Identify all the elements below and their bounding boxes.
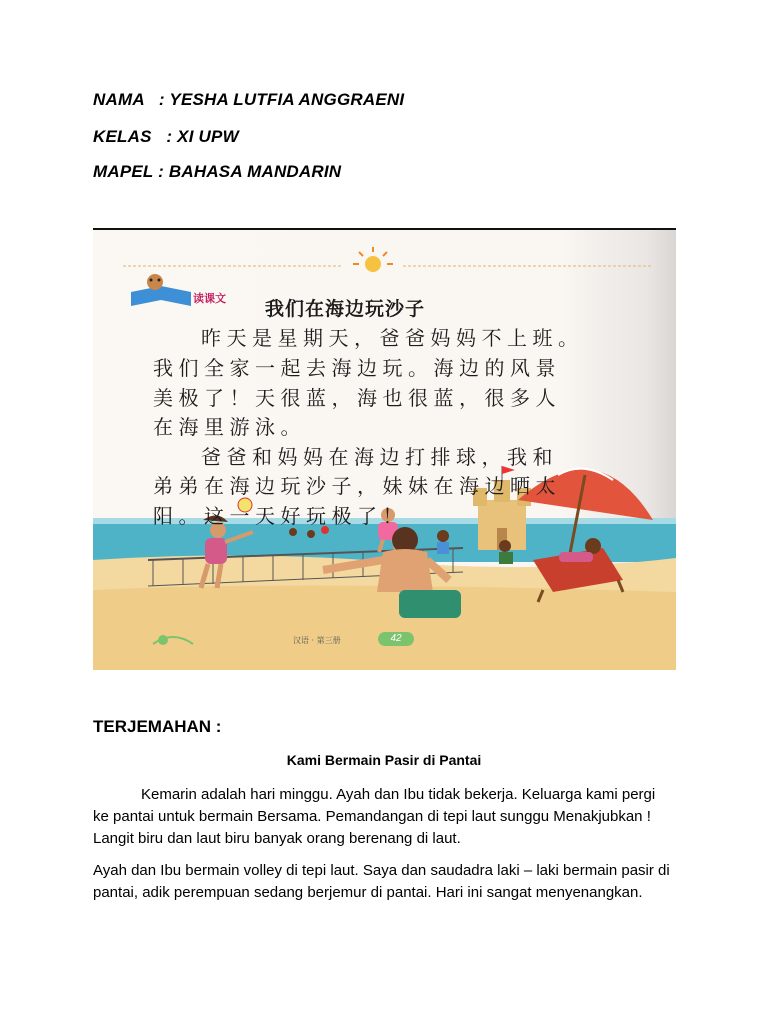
text-line: 昨天是星期天，爸爸妈妈不上班。 xyxy=(201,326,584,350)
translation-title: Kami Bermain Pasir di Pantai xyxy=(286,752,482,768)
textbook-title: 我们在海边玩沙子 xyxy=(265,298,426,320)
text-line: 弟弟在海边玩沙子，妹妹在海边晒太 xyxy=(153,474,561,498)
text-line: 在海里游泳。 xyxy=(153,415,306,439)
translation-paragraph-2: Ayah dan Ibu bermain volley di tepi laut. Saya dan saudadra laki – laki bermain pasir di pantai, adik perempuan sedang berjemur di pantai. Hari ini sangat menyenangkan. xyxy=(93,862,670,901)
text-line: 爸爸和妈妈在海边打排球，我和 xyxy=(201,445,558,469)
sand-shadow xyxy=(93,585,676,670)
lesson-badge: 读课文 xyxy=(193,292,226,305)
text-line: 美极了！天很蓝，海也很蓝，很多人 xyxy=(153,386,561,410)
page-number-badge: 42 xyxy=(378,632,414,646)
student-name: NAMA : YESHA LUTFIA ANGGRAENI xyxy=(93,90,405,109)
reading-book-icon xyxy=(131,274,191,306)
textbook-scan xyxy=(93,230,676,670)
text-line: 我们全家一起去海边玩。海边的风景 xyxy=(153,356,561,380)
subject: MAPEL : BAHASA MANDARIN xyxy=(93,162,342,181)
textbook-footer-label: 汉语 · 第三册 xyxy=(293,636,341,645)
text-line: 阳。这一天好玩极了！ xyxy=(153,504,408,528)
sun-icon xyxy=(353,247,393,272)
student-class: KELAS : XI UPW xyxy=(93,127,239,146)
translation-heading: TERJEMAHAN : xyxy=(93,717,222,736)
translation-paragraph-1: Kemarin adalah hari minggu. Ayah dan Ibu tidak bekerja. Keluarga kami pergi ke pantai untuk bermain Bersama. Pemandangan di tepi laut sunggu Menakjubkan ! Langit biru dan laut biru banyak orang berenang di laut. xyxy=(93,786,656,847)
